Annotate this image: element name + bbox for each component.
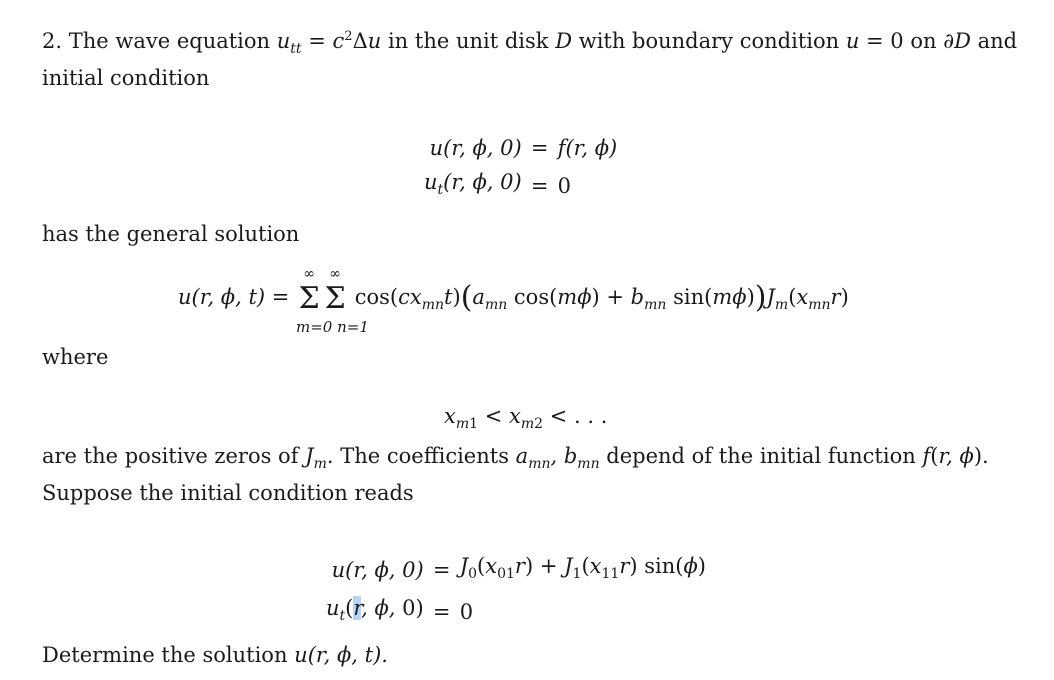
ic1-row2-rhs: 0 (557, 174, 572, 199)
solution-lhs: u(r, ϕ, t) = (178, 285, 290, 309)
highlighted-r: r (353, 596, 362, 621)
sum-limits: m=0 n=1 (296, 318, 369, 336)
ic2-row1-lhs: u(r, ϕ, 0) (331, 558, 424, 583)
sum-m: ∞ Σ (298, 265, 320, 316)
intro-line-2: initial condition (42, 66, 210, 91)
problem-statement (42, 22, 1032, 93)
ic1-row1-equals: = (530, 136, 549, 160)
task-statement: Determine the solution u(r, ϕ, t). (42, 643, 388, 667)
intro-text-b: in the unit disk (387, 29, 549, 53)
wave-equation: $u_{tt} = c^2\Delta u$ (276, 29, 382, 58)
domain-symbol: D (555, 29, 573, 53)
boundary-symbol: ∂D (943, 29, 971, 53)
ic2-row1-equals: = (432, 558, 451, 583)
ic2-row2-lhs: $u_t(r$, ϕ, 0) (326, 596, 424, 625)
ic2-row2-rhs: 0 (459, 600, 474, 625)
problem-number: 2. (42, 29, 63, 53)
ic2-row1-rhs: $J_0(x_{01}r) + J_1(x_{11}r)$ sin(ϕ) (459, 554, 706, 583)
where-label: where (42, 345, 109, 369)
ic1-row2-equals: = (530, 174, 549, 199)
ic1-row1-rhs: f(r, ϕ) (557, 136, 618, 160)
zeros-description: are the positive zeros of $J_m$. The coefficients $a_{mn}$, $b_{mn}$ depend of the initial function f(r, ϕ). Suppose the initial condition reads (42, 444, 989, 506)
ic1-row1-lhs: u(r, ϕ, 0) (429, 136, 522, 160)
intro-text-d: on (910, 29, 937, 53)
general-solution-formula: u(r, ϕ, t) = ∞ Σ ∞ Σ $\cos(cx_{mn}t)(a_{mn}$ $\cos(m\phi) + b_{mn}$ $\sin(m\phi))J_m(x_{mn}r)$ (178, 265, 849, 316)
intro-text-a: The wave equation (68, 29, 271, 53)
sum-n: ∞ Σ (324, 265, 346, 316)
general-solution-label: has the general solution (42, 222, 300, 246)
task-expression: u(r, ϕ, t). (294, 643, 388, 667)
intro-text-c: with boundary condition (578, 29, 840, 53)
intro-text-e: and (977, 29, 1018, 53)
zeros-desc-line-2: Suppose the initial condition reads (42, 481, 414, 506)
boundary-condition: u = 0 (845, 29, 904, 53)
initial-condition-block-2 (326, 552, 706, 630)
ic1-row2-lhs: $u_t(r$, ϕ, 0) (424, 170, 522, 199)
ic2-row2-equals: = (432, 600, 451, 625)
initial-condition-block-1 (424, 134, 617, 204)
zeros-ordering: $x_{m1} < x_{m2}$ < . . . (444, 404, 608, 433)
